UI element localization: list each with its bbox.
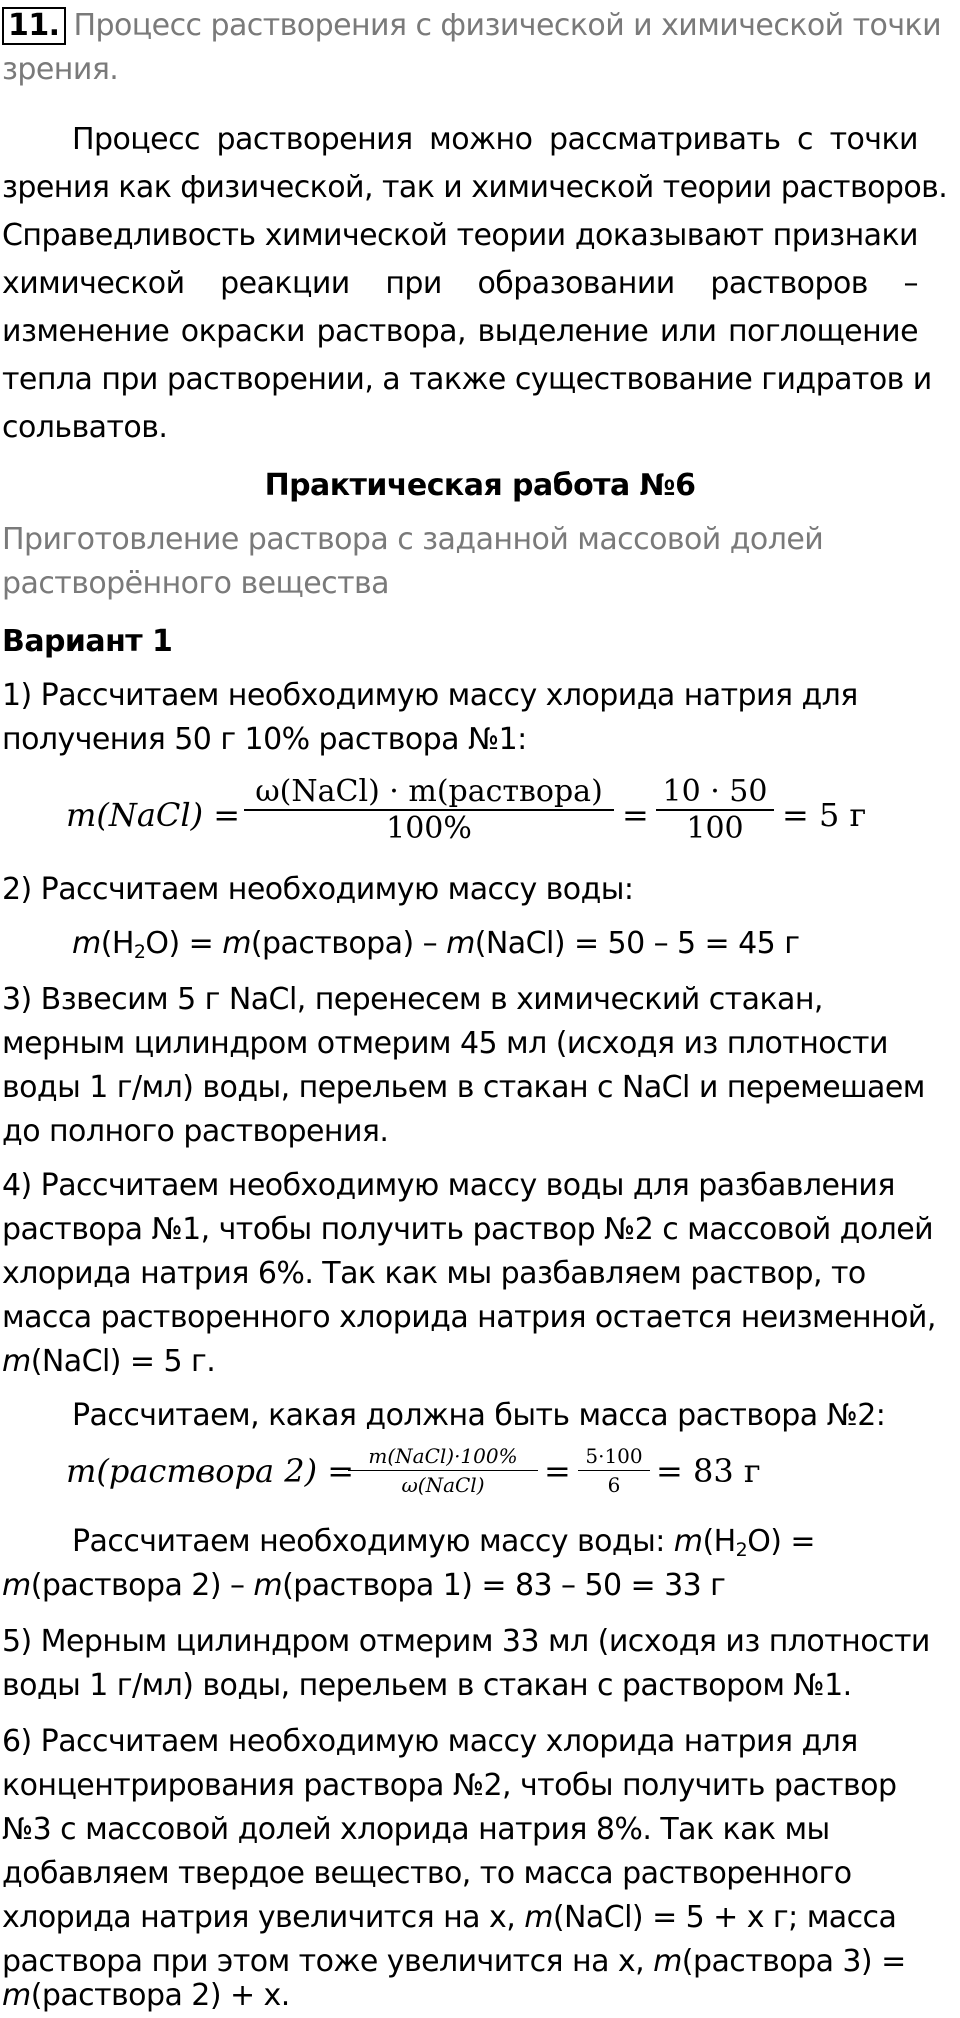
- step2-line-1: 2) Рассчитаем необходимую массу воды:: [2, 872, 634, 907]
- step6-line-1: 6) Рассчитаем необходимую массу хлорида натрия для: [2, 1724, 858, 1759]
- intro-line-7: сольватов.: [2, 410, 168, 445]
- intro-line-4: химической реакции при образовании растворов –: [2, 266, 918, 301]
- task-number-badge: 11.: [2, 7, 66, 45]
- step1-line-1: 1) Рассчитаем необходимую массу хлорида натрия для: [2, 678, 858, 713]
- step4-line-5: m(NaCl) = 5 г.: [2, 1344, 216, 1379]
- formula2-lhs: m(раствора 2) =: [66, 1452, 355, 1490]
- task-title-line-2: зрения.: [2, 52, 119, 87]
- practical-subtitle-line-1: Приготовление раствора с заданной массовой долей: [2, 522, 824, 557]
- formula2-fraction-1: [348, 1442, 538, 1499]
- intro-line-6: тепла при растворении, а также существование гидратов и: [2, 362, 932, 397]
- step3-line-4: до полного растворения.: [2, 1114, 389, 1149]
- step4-water-line-2: m(раствора 2) – m(раствора 1) = 83 – 50 = 33 г: [2, 1568, 726, 1603]
- intro-line-3: Справедливость химической теории доказывают признаки: [2, 218, 918, 253]
- formula1-denominator-1: 100%: [386, 811, 472, 846]
- step4-line-3: хлорида натрия 6%. Так как мы разбавляем раствор, то: [2, 1256, 866, 1291]
- step3-line-1: 3) Взвесим 5 г NaCl, перенесем в химический стакан,: [2, 982, 823, 1017]
- formula1-fraction-2: [656, 774, 774, 846]
- formula2-numerator-1: m(NaCl)·100%: [368, 1444, 518, 1468]
- step1-line-2: получения 50 г 10% раствора №1:: [2, 722, 527, 757]
- variant-heading: Вариант 1: [2, 624, 173, 659]
- step5-line-2: воды 1 г/мл) воды, перельем в стакан с раствором №1.: [2, 1668, 852, 1703]
- intro-line-5: изменение окраски раствора, выделение или поглощение: [2, 314, 918, 349]
- step4-line-2: раствора №1, чтобы получить раствор №2 с массовой долей: [2, 1212, 934, 1247]
- intro-line-2: зрения как физической, так и химической теории растворов.: [2, 170, 948, 205]
- intro-line-1: Процесс растворения можно рассматривать с точки: [72, 122, 918, 157]
- step3-line-3: воды 1 г/мл) воды, перельем в стакан с NaCl и перемешаем: [2, 1070, 925, 1105]
- step6-line-4: добавляем твердое вещество, то масса растворенного: [2, 1856, 852, 1891]
- step6-line-5: хлорида натрия увеличится на х, m(NaCl) = 5 + х г; масса: [2, 1900, 897, 1935]
- task-title-text: Процесс растворения с физической и химической точки: [73, 8, 942, 43]
- step4-calc-line: Рассчитаем, какая должна быть масса раствора №2:: [72, 1398, 886, 1433]
- formula2-numerator-2: 5·100: [585, 1444, 643, 1468]
- formula2-result: = 83 г: [656, 1452, 761, 1490]
- formula2-fraction-2: [578, 1442, 650, 1499]
- step4-line-1: 4) Рассчитаем необходимую массу воды для разбавления: [2, 1168, 895, 1203]
- formula1-numerator-1: ω(NaCl) · m(раствора): [255, 774, 603, 809]
- formula1-numerator-2: 10 · 50: [662, 774, 768, 809]
- step6-line-3: №3 с массовой долей хлорида натрия 8%. Так как мы: [2, 1812, 830, 1847]
- formula1-result: = 5 г: [782, 796, 867, 834]
- formula2-denominator-1: ω(NaCl): [401, 1473, 485, 1497]
- step6-line-2: концентрирования раствора №2, чтобы получить раствор: [2, 1768, 897, 1803]
- practical-heading: Практическая работа №6: [264, 468, 696, 503]
- step3-line-2: мерным цилиндром отмерим 45 мл (исходя из плотности: [2, 1026, 888, 1061]
- step6-line-7: m(раствора 2) + х.: [2, 1978, 290, 2013]
- practical-subtitle-line-2: растворённого вещества: [2, 566, 389, 601]
- step2-equation: $m(H_2O)$ = m(раствора) – m(NaCl) = 50 – 5 = 45 г: [72, 926, 800, 963]
- step5-line-1: 5) Мерным цилиндром отмерим 33 мл (исходя из плотности: [2, 1624, 930, 1659]
- task-title-line-1: [2, 4, 941, 48]
- formula1-fraction-1: [244, 774, 614, 846]
- formula1-lhs: m(NaCl) =: [66, 796, 241, 834]
- step6-line-6: раствора при этом тоже увеличится на х, m(раствора 3) =: [2, 1944, 906, 1979]
- formula1-equals: =: [622, 796, 649, 834]
- step4-water-line-1: Рассчитаем необходимую массу воды: $m(H_2O)$ =: [72, 1524, 815, 1561]
- formula2-equals: =: [544, 1452, 571, 1490]
- formula1-denominator-2: 100: [686, 811, 744, 846]
- formula2-denominator-2: 6: [607, 1473, 621, 1497]
- step4-line-4: масса растворенного хлорида натрия остается неизменной,: [2, 1300, 936, 1335]
